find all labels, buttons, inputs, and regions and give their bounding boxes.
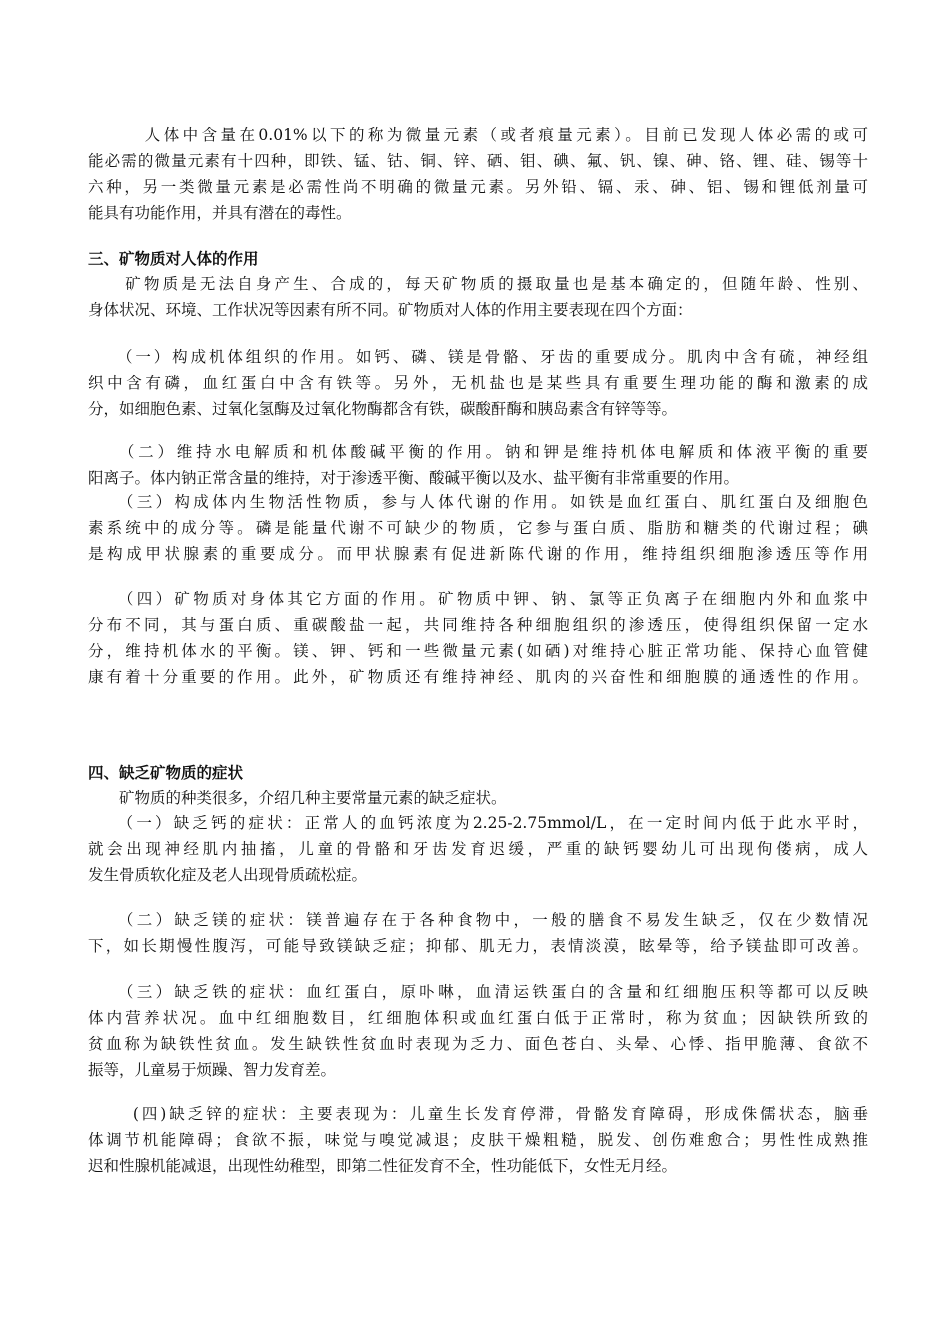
text-line: 素系统中的成分等。磷是能量代谢不可缺少的物质，它参与蛋白质、脂肪和糖类的代谢过程；碘 <box>88 519 868 537</box>
text-line: 下，如长期慢性腹泻，可能导致镁缺乏症；抑郁、肌无力，表情淡漠，眩晕等，给予镁盐即可改善。 <box>88 937 868 955</box>
text-line: （一）构成机体组织的作用。如钙、磷、镁是骨骼、牙齿的重要成分。肌肉中含有硫，神经组 <box>88 348 868 366</box>
text-line: （三）缺乏铁的症状：血红蛋白，原卟啉，血清运铁蛋白的含量和红细胞压积等都可以反映 <box>88 983 868 1001</box>
text-line: 贫血称为缺铁性贫血。发生缺铁性贫血时表现为乏力、面色苍白、头晕、心悸、指甲脆薄、食欲不 <box>88 1035 868 1053</box>
text-line: 矿物质是无法自身产生、合成的，每天矿物质的摄取量也是基本确定的，但随年龄、性别、 <box>88 275 868 293</box>
text-line: 体内营养状况。血中红细胞数目，红细胞体积或血红蛋白低于正常时，称为贫血；因缺铁所致的 <box>88 1009 868 1027</box>
text-line: （二）维持水电解质和机体酸碱平衡的作用。钠和钾是维持机体电解质和体液平衡的重要 <box>88 443 868 461</box>
text-line: 振等，儿童易于烦躁、智力发育差。 <box>88 1061 337 1079</box>
text-line: 能必需的微量元素有十四种，即铁、锰、钴、铜、锌、硒、钼、碘、氟、钒、镍、砷、铬、锂、硅、锡等十 <box>88 152 868 170</box>
text-line: (四)缺乏锌的症状：主要表现为：儿童生长发育停滞，骨骼发育障碍，形成侏儒状态，脑垂 <box>88 1105 868 1123</box>
text-line: 矿物质的种类很多，介绍几种主要常量元素的缺乏症状。 <box>88 789 507 807</box>
text-line: 是构成甲状腺素的重要成分。而甲状腺素有促进新陈代谢的作用，维持组织细胞渗透压等作用 <box>88 545 868 563</box>
text-line: （四）矿物质对身体其它方面的作用。矿物质中钾、钠、氯等正负离子在细胞内外和血浆中 <box>88 590 868 608</box>
text-line: 六种，另一类微量元素是必需性尚不明确的微量元素。另外铅、镉、汞、砷、铝、锡和锂低剂量可 <box>88 178 868 196</box>
text-line: 发生骨质软化症及老人出现骨质疏松症。 <box>88 866 368 884</box>
text-line: 分布不同，其与蛋白质、重碳酸盐一起，共同维持各种细胞组织的渗透压，使得组织保留一定水 <box>88 616 868 634</box>
text-line: 织中含有磷，血红蛋白中含有铁等。另外，无机盐也是某些具有重要生理功能的酶和激素的成 <box>88 374 868 392</box>
text-line: 迟和性腺机能减退，出现性幼稚型，即第二性征发育不全，性功能低下，女性无月经。 <box>88 1157 678 1175</box>
text-line: 分，如细胞色素、过氧化氢酶及过氧化物酶都含有铁，碳酸酐酶和胰岛素含有锌等等。 <box>88 400 678 418</box>
text-line: 身体状况、环境、工作状况等因素有所不同。矿物质对人体的作用主要表现在四个方面： <box>88 301 693 319</box>
text-line: 人体中含量在0.01%以下的称为微量元素（或者痕量元素）。目前已发现人体必需的或可 <box>88 126 868 144</box>
text-line: 阳离子。体内钠正常含量的维持，对于渗透平衡、酸碱平衡以及水、盐平衡有非常重要的作用。 <box>88 469 740 487</box>
section-heading: 三、矿物质对人体的作用 <box>88 250 259 268</box>
text-line: （一）缺乏钙的症状：正常人的血钙浓度为2.25-2.75mmol/L，在一定时间内低于此水平时， <box>88 814 868 832</box>
text-line: 康有着十分重要的作用。此外，矿物质还有维持神经、肌肉的兴奋性和细胞膜的通透性的作用。 <box>88 668 868 686</box>
text-line: （二）缺乏镁的症状：镁普遍存在于各种食物中，一般的膳食不易发生缺乏，仅在少数情况 <box>88 911 868 929</box>
text-line: 分，维持机体水的平衡。镁、钾、钙和一些微量元素(如硒)对维持心脏正常功能、保持心血管健 <box>88 642 868 660</box>
text-line: 能具有功能作用，并具有潜在的毒性。 <box>88 204 352 222</box>
text-line: 体调节机能障碍；食欲不振，味觉与嗅觉减退；皮肤干燥粗糙，脱发、创伤难愈合；男性性成熟推 <box>88 1131 868 1149</box>
text-line: （三）构成体内生物活性物质，参与人体代谢的作用。如铁是血红蛋白、肌红蛋白及细胞色 <box>88 493 868 511</box>
text-line: 就会出现神经肌内抽搐，儿童的骨骼和牙齿发育迟缓，严重的缺钙婴幼儿可出现佝偻病，成人 <box>88 840 868 858</box>
section-heading: 四、缺乏矿物质的症状 <box>88 764 244 782</box>
